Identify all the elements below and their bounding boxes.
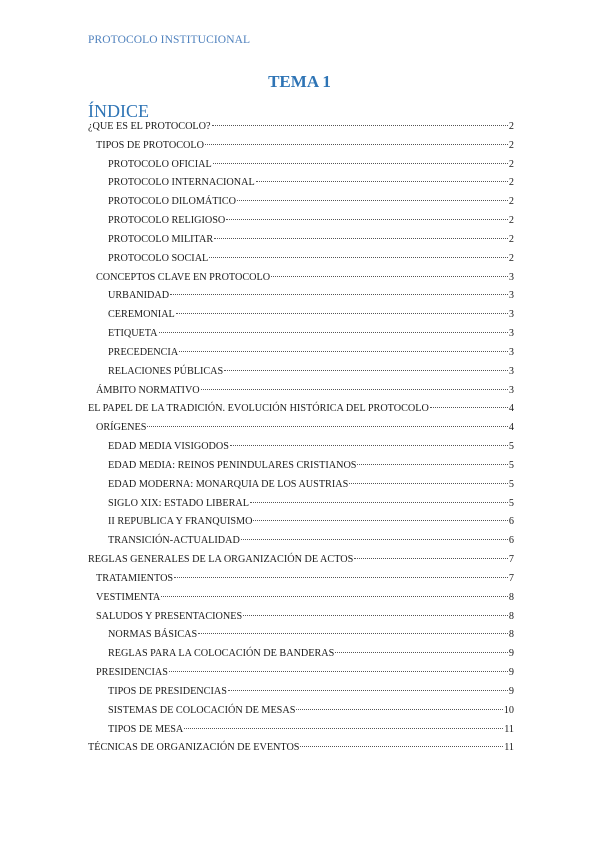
toc-entry[interactable] — [88, 554, 514, 573]
toc-entry[interactable] — [88, 441, 514, 460]
dot-leader — [349, 483, 508, 484]
toc-entry-label: CONCEPTOS CLAVE EN PROTOCOLO — [96, 271, 271, 283]
toc-entry-page-number: 11 — [504, 742, 514, 754]
toc-entry-page-number: 9 — [508, 667, 514, 679]
toc-entry-label: SIGLO XIX: ESTADO LIBERAL — [108, 497, 249, 509]
dot-leader — [228, 690, 508, 691]
dot-leader — [174, 577, 508, 578]
dot-leader — [241, 539, 508, 540]
toc-entry-label: SISTEMAS DE COLOCACIÓN DE MESAS — [108, 704, 296, 716]
toc-entry-page-number: 5 — [508, 478, 514, 490]
toc-entry-label: NORMAS BÁSICAS — [108, 629, 198, 641]
toc-entry-page-number: 9 — [508, 648, 514, 660]
toc-entry[interactable] — [88, 479, 514, 498]
toc-entry[interactable] — [88, 366, 514, 385]
toc-entry-label: EDAD MEDIA: REINOS PENINDULARES CRISTIANOS — [108, 459, 357, 471]
dot-leader — [147, 426, 508, 427]
dot-leader — [250, 502, 508, 503]
toc-entry-page-number: 7 — [508, 572, 514, 584]
toc-entry[interactable] — [88, 347, 514, 366]
dot-leader — [354, 558, 508, 559]
toc-entry-label: TIPOS DE MESA — [108, 723, 184, 735]
dot-leader — [214, 238, 508, 239]
toc-entry-page-number: 5 — [508, 497, 514, 509]
dot-leader — [159, 332, 508, 333]
toc-entry-label: ETIQUETA — [108, 328, 158, 340]
toc-entry[interactable] — [88, 159, 514, 178]
toc-entry-page-number: 4 — [508, 422, 514, 434]
toc-entry[interactable] — [88, 667, 514, 686]
toc-entry-page-number: 3 — [508, 271, 514, 283]
toc-entry[interactable] — [88, 686, 514, 705]
dot-leader — [357, 464, 507, 465]
toc-entry-label: VESTIMENTA — [96, 591, 161, 603]
toc-entry-page-number: 2 — [508, 196, 514, 208]
dot-leader — [170, 294, 508, 295]
toc-entry[interactable] — [88, 498, 514, 517]
dot-leader — [243, 615, 508, 616]
toc-entry-label: II REPUBLICA Y FRANQUISMO — [108, 516, 253, 528]
toc-entry[interactable] — [88, 196, 514, 215]
running-header: PROTOCOLO INSTITUCIONAL — [88, 34, 251, 46]
dot-leader — [198, 633, 508, 634]
toc-entry-label: CEREMONIAL — [108, 309, 175, 321]
toc-entry[interactable] — [88, 290, 514, 309]
table-of-contents — [88, 121, 514, 761]
toc-entry-label: PRESIDENCIAS — [96, 667, 168, 679]
toc-entry-label: SALUDOS Y PRESENTACIONES — [96, 610, 243, 622]
toc-entry-label: TIPOS DE PROTOCOLO — [96, 139, 204, 151]
toc-entry[interactable] — [88, 234, 514, 253]
toc-entry-page-number: 11 — [504, 723, 514, 735]
toc-entry-page-number: 2 — [508, 215, 514, 227]
toc-entry-page-number: 10 — [503, 704, 514, 716]
toc-entry-page-number: 8 — [508, 610, 514, 622]
toc-entry-page-number: 2 — [508, 177, 514, 189]
page-title: TEMA 1 — [268, 72, 331, 91]
toc-entry-page-number: 3 — [508, 290, 514, 302]
toc-entry[interactable] — [88, 592, 514, 611]
dot-leader — [179, 351, 508, 352]
toc-entry[interactable] — [88, 328, 514, 347]
dot-leader — [300, 746, 503, 747]
toc-entry[interactable] — [88, 535, 514, 554]
dot-leader — [253, 520, 507, 521]
toc-entry-label: PROTOCOLO MILITAR — [108, 233, 214, 245]
toc-entry-page-number: 2 — [508, 158, 514, 170]
toc-entry[interactable] — [88, 385, 514, 404]
dot-leader — [256, 181, 508, 182]
dot-leader — [209, 257, 508, 258]
toc-entry-page-number: 5 — [508, 459, 514, 471]
toc-entry-page-number: 2 — [508, 139, 514, 151]
dot-leader — [212, 125, 508, 126]
toc-entry[interactable] — [88, 648, 514, 667]
toc-entry-label: PROTOCOLO DILOMÁTICO — [108, 196, 237, 208]
toc-entry-label: TÉCNICAS DE ORGANIZACIÓN DE EVENTOS — [88, 742, 300, 754]
toc-entry[interactable] — [88, 403, 514, 422]
toc-entry-label: TRATAMIENTOS — [96, 572, 174, 584]
toc-entry-label: PROTOCOLO OFICIAL — [108, 158, 212, 170]
toc-entry[interactable] — [88, 629, 514, 648]
toc-entry-page-number: 4 — [508, 403, 514, 415]
toc-entry[interactable] — [88, 516, 514, 535]
dot-leader — [271, 276, 508, 277]
dot-leader — [213, 163, 508, 164]
toc-entry[interactable] — [88, 309, 514, 328]
toc-entry[interactable] — [88, 177, 514, 196]
dot-leader — [335, 652, 508, 653]
toc-entry-page-number: 8 — [508, 591, 514, 603]
dot-leader — [161, 596, 508, 597]
toc-entry[interactable] — [88, 742, 514, 761]
toc-entry-label: ÁMBITO NORMATIVO — [96, 384, 200, 396]
toc-entry-label: PROTOCOLO SOCIAL — [108, 252, 209, 264]
toc-entry-label: REGLAS GENERALES DE LA ORGANIZACIÓN DE ACTOS — [88, 554, 354, 566]
toc-entry-page-number: 3 — [508, 309, 514, 321]
toc-entry[interactable] — [88, 253, 514, 272]
toc-entry[interactable] — [88, 422, 514, 441]
toc-entry[interactable] — [88, 272, 514, 291]
dot-leader — [201, 389, 508, 390]
dot-leader — [224, 370, 508, 371]
dot-leader — [230, 445, 508, 446]
toc-entry-page-number: 3 — [508, 346, 514, 358]
toc-entry[interactable] — [88, 724, 514, 743]
toc-entry-label: ¿QUE ES EL PROTOCOLO? — [88, 121, 211, 132]
dot-leader — [430, 407, 508, 408]
toc-entry-page-number: 7 — [508, 554, 514, 566]
toc-entry-label: ORÍGENES — [96, 422, 147, 434]
toc-entry-label: PROTOCOLO RELIGIOSO — [108, 215, 226, 227]
toc-entry-label: EDAD MEDIA VISIGODOS — [108, 441, 229, 453]
toc-entry[interactable] — [88, 140, 514, 159]
toc-entry-label: PRECEDENCIA — [108, 346, 179, 358]
toc-entry-page-number: 6 — [508, 535, 514, 547]
dot-leader — [296, 709, 502, 710]
toc-entry-label: TIPOS DE PRESIDENCIAS — [108, 685, 227, 697]
dot-leader — [176, 313, 508, 314]
toc-entry[interactable] — [88, 611, 514, 630]
toc-entry[interactable] — [88, 121, 514, 140]
toc-entry[interactable] — [88, 215, 514, 234]
toc-entry-label: TRANSICIÓN-ACTUALIDAD — [108, 535, 240, 547]
dot-leader — [226, 219, 508, 220]
toc-entry[interactable] — [88, 705, 514, 724]
toc-entry-page-number: 3 — [508, 365, 514, 377]
toc-entry-page-number: 8 — [508, 629, 514, 641]
toc-entry-label: EDAD MODERNA: MONARQUIA DE LOS AUSTRIAS — [108, 478, 349, 490]
toc-entry-label: REGLAS PARA LA COLOCACIÓN DE BANDERAS — [108, 648, 335, 660]
index-heading: ÍNDICE — [88, 101, 149, 121]
toc-entry-page-number: 6 — [508, 516, 514, 528]
dot-leader — [205, 144, 508, 145]
toc-entry-page-number: 2 — [508, 233, 514, 245]
toc-entry-label: RELACIONES PÚBLICAS — [108, 365, 224, 377]
dot-leader — [169, 671, 508, 672]
toc-entry-label: URBANIDAD — [108, 290, 170, 302]
toc-entry-label: EL PAPEL DE LA TRADICIÓN. EVOLUCIÓN HISTÓRICA DEL PROTOCOLO — [88, 403, 429, 415]
toc-entry-label: PROTOCOLO INTERNACIONAL — [108, 177, 255, 189]
toc-entry[interactable] — [88, 573, 514, 592]
toc-entry-page-number: 3 — [508, 328, 514, 340]
toc-entry-page-number: 5 — [508, 441, 514, 453]
toc-entry-page-number: 2 — [508, 121, 514, 132]
dot-leader — [237, 200, 508, 201]
toc-entry-page-number: 2 — [508, 252, 514, 264]
toc-entry-page-number: 3 — [508, 384, 514, 396]
dot-leader — [184, 728, 503, 729]
toc-entry[interactable] — [88, 460, 514, 479]
toc-entry-page-number: 9 — [508, 685, 514, 697]
